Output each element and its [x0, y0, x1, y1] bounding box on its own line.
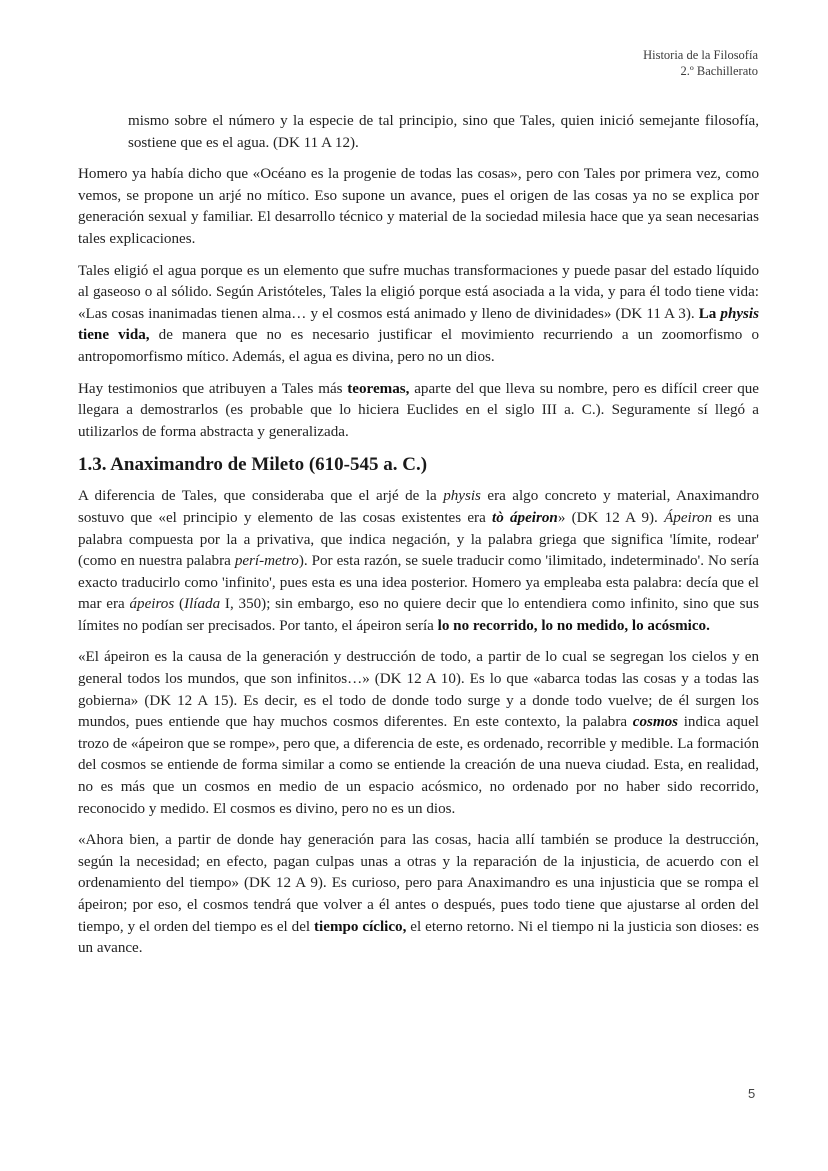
text-run: era algo concreto y material, Anaximandro sostuvo que «el principio y elemento de las cosas existentes era	[78, 488, 759, 526]
paragraph-teoremas	[78, 379, 759, 444]
term-to-apeiron: tò ápeiron	[492, 509, 558, 526]
term-apeiron: Ápeiron	[664, 509, 713, 526]
text-run: el eterno retorno. Ni el tiempo ni la justicia son dioses: es un avance.	[78, 918, 759, 957]
term-cosmos: cosmos	[632, 714, 679, 731]
text-run: ). Por esta razón, se suele traducir como 'ilimitado, indeterminado'. No sería exacto traducirlo como 'infinito', pues esta es una idea posterior. Homero ya empleaba esta palabra: decía que el mar era	[78, 553, 759, 613]
text-run: indica aquel trozo de «ápeiron que se rompe», pero que, a diferencia de este, es ordenado, recorrible y medible. La formación del cosmos se entiende de forma similar a como se entiende la creación de una nueva ciudad. Esta, en realidad, no es más que un cosmos en medio de un espacio acósmico, no ordenado por no haber sido recorrido, reconocido y medido. El cosmos es divino, pero no es un dios.	[78, 714, 759, 817]
term-teoremas: teoremas,	[347, 380, 410, 397]
paragraph-apeiron-definition	[78, 486, 759, 637]
paragraph-apeiron-causa	[78, 647, 759, 820]
text-run: es una palabra compuesta por la a privativa, que indica negación, y la palabra griega que significa 'límite, rodear' (como en nuestra palabra	[78, 509, 759, 570]
paragraph-homero: Homero ya había dicho que «Océano es la progenie de todas las cosas», pero con Tales por primera vez, como vemos, se propone un arjé no mítico. Eso supone un avance, pues el origen de las cosas ya no se explica por generación sexual y familiar. El desarrollo técnico y material de la sociedad milesia hace que ya sean necesarias tales explicaciones.	[78, 166, 759, 247]
emphasis-tiempo-ciclico: tiempo cíclico,	[314, 918, 407, 935]
header-course: 2.º Bachillerato	[680, 64, 758, 78]
section-heading: 1.3. Anaximandro de Mileto (610-545 a. C.)	[78, 454, 428, 476]
term-physis: physis	[720, 305, 759, 322]
term-peri-metro: perí-metro	[234, 553, 299, 570]
text-run: de manera que no es necesario justificar el movimiento recurriendo a un zoomorfismo o antropomorfismo mítico. Además, el agua es divina, pero no un dios.	[78, 327, 759, 365]
term-physis: physis	[443, 488, 481, 505]
text-run: aparte del que lleva su nombre, pero es difícil creer que llegara a demostrarlos (es probable que lo hiciera Euclides en el siglo III a. C.). Seguramente sí llegó a utilizarlos de forma abstracta y generalizada.	[78, 380, 759, 440]
text-run: tiene vida,	[78, 327, 150, 344]
text-run: «El ápeiron es la causa de la generación y destrucción de todo, a partir de lo cual se segregan los cielos y en general todos los mundos, que son infinitos…» (DK 12 A 10). Es lo que «abarca todas las cosas y a todas las gobierna» (DK 12 A 15). Es decir, es el todo de donde todo surge y a donde todo vuelve; de él surgen los mundos, pues entiende que hay muchos cosmos diferentes. En este contexto, la palabra	[78, 649, 759, 731]
page-number: 5	[748, 1086, 756, 1101]
text-run: «Ahora bien, a partir de donde hay generación para las cosas, hacia allí también se produce la destrucción, según la necesidad; en efecto, pagan culpas unas a otras y la reparación de la injusticia, de acuerdo con el ordenamiento del tiempo» (DK 12 A 9). Es curioso, pero para Anaximandro es una injusticia que se rompa el ápeiron; por eso, el cosmos tendrá que volver a él antes o después, pues todo tiene que ajustarse al orden del tiempo, y el orden del tiempo es el del	[78, 832, 759, 935]
block-quote-continuation: mismo sobre el número y la especie de tal principio, sino que Tales, quien inició semejante filosofía, sostiene que es el agua. (DK 11 A 12).	[128, 113, 759, 151]
header-subject: Historia de la Filosofía	[643, 48, 758, 62]
citation-iliada: Ilíada	[184, 596, 221, 613]
text-run: La	[698, 305, 721, 322]
paragraph-tales-agua	[78, 261, 759, 369]
emphasis-acosmico: lo no recorrido, lo no medido, lo acósmico.	[437, 617, 710, 634]
term-apeiros: ápeiros	[129, 596, 175, 613]
text-run: A diferencia de Tales, que consideraba que el arjé de la	[78, 488, 444, 505]
text-run: » (DK 12 A 9).	[557, 509, 665, 526]
paragraph-tiempo-ciclico	[78, 830, 759, 960]
page-body	[78, 111, 759, 970]
text-run: (	[174, 596, 185, 613]
running-header	[643, 47, 758, 79]
text-run: Tales eligió el agua porque es un elemento que sufre muchas transformaciones y puede pasar del estado líquido al gaseoso o al sólido. Según Aristóteles, Tales la eligió porque está asociada a la vida, y para él todo tiene vida: «Las cosas inanimadas tienen alma… y el cosmos está animado y lleno de divinidades» (DK 11 A 3).	[78, 262, 759, 322]
text-run: Hay testimonios que atribuyen a Tales más	[78, 380, 348, 397]
text-run: I, 350); sin embargo, eso no quiere decir que lo entendiera como infinito, sino que sus límites no podían ser precisados. Por tanto, el ápeiron sería	[78, 596, 759, 634]
